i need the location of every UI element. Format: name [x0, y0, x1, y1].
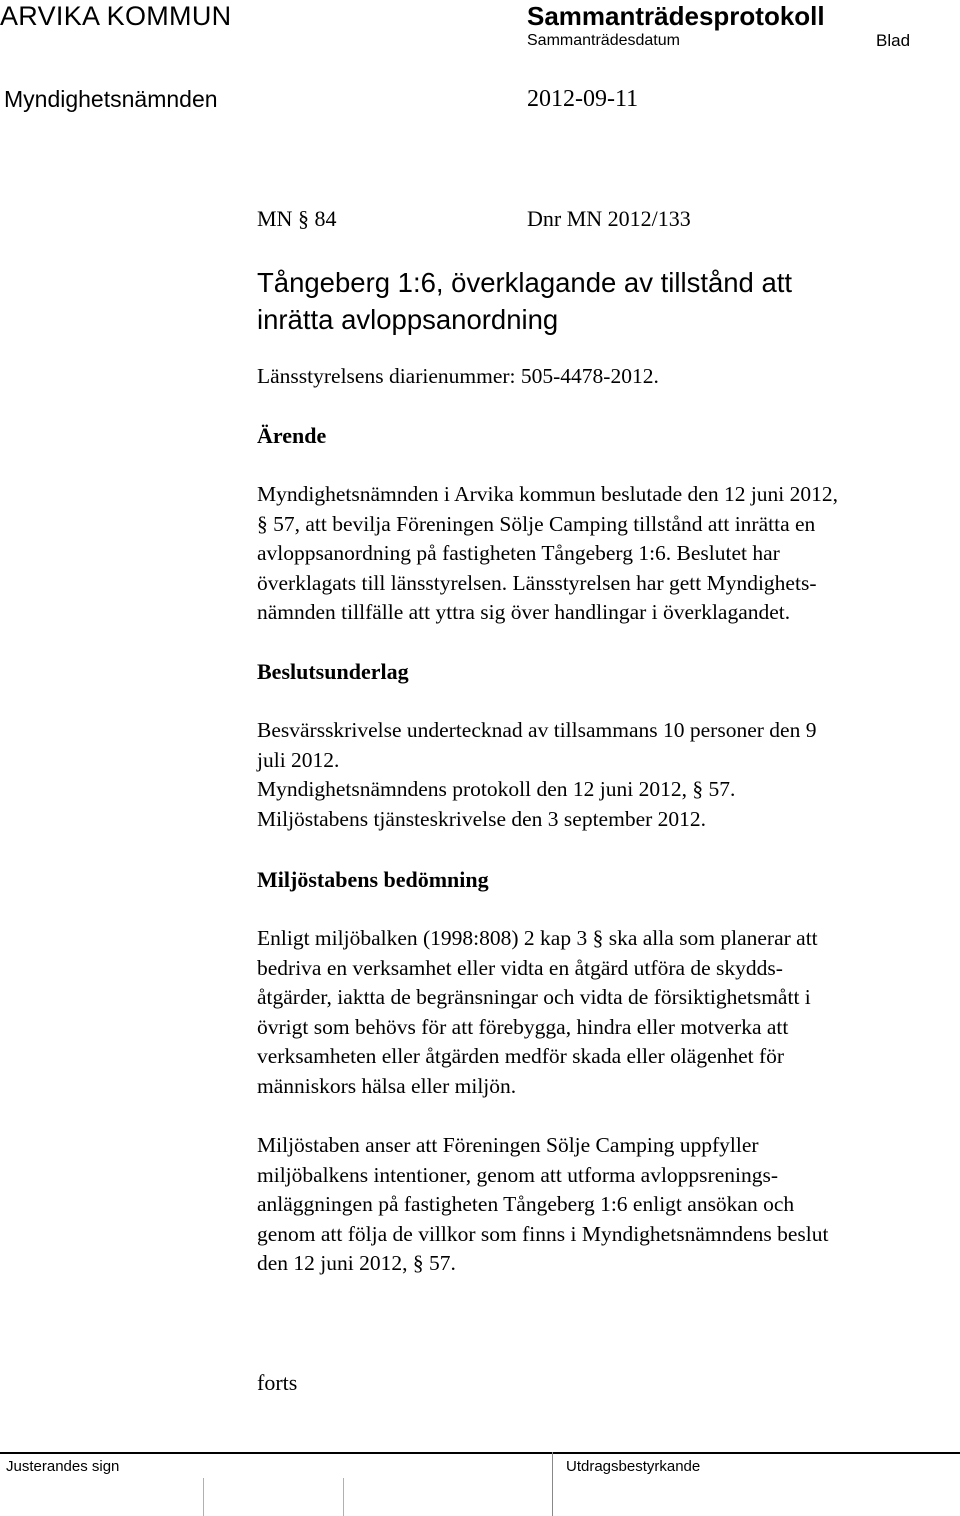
text-line: Enligt miljöbalken (1998:808) 2 kap 3 § ska alla som planerar att — [257, 926, 818, 950]
text-line: överklagats till länsstyrelsen. Länsstyrelsen har gett Myndighets- — [257, 570, 817, 595]
certification-label: Utdragsbestyrkande — [566, 1458, 701, 1475]
text-line: Myndighetsnämndens protokoll den 12 juni 2012, § 57. — [257, 777, 736, 801]
text-line: avloppsanordning på fastigheten Tångeberg 1:6. Beslutet har — [257, 541, 780, 565]
bedomning-paragraph-1 — [257, 924, 818, 1101]
text-line: § 57, att bevilja Föreningen Sölje Camping tillstånd att inrätta en — [257, 511, 816, 536]
committee-name: Myndighetsnämnden — [4, 86, 218, 112]
text-line: nämnden tillfälle att yttra sig över handlingar i överklagandet. — [257, 600, 791, 624]
text-line: miljöbalkens intentioner, genom att utforma avloppsrenings- — [257, 1162, 778, 1187]
text-line: övrigt som behövs för att förebygga, hindra eller motverka att — [257, 1014, 789, 1039]
text-line: Miljöstaben anser att Föreningen Sölje Camping uppfyller — [257, 1133, 759, 1157]
text-line: Miljöstabens tjänsteskrivelse den 3 september 2012. — [257, 806, 707, 831]
text-line: människors hälsa eller miljön. — [257, 1073, 517, 1098]
section-heading-beslutsunderlag: Beslutsunderlag — [257, 659, 409, 684]
text-line: den 12 juni 2012, § 57. — [257, 1251, 456, 1275]
text-line: juli 2012. — [257, 747, 340, 772]
page-title — [257, 264, 792, 338]
document-type: Sammanträdesprotokoll — [527, 1, 825, 31]
signature-label: Justerandes sign — [6, 1458, 120, 1475]
text-line: Besvärsskrivelse undertecknad av tillsammans 10 personer den 9 — [257, 718, 817, 742]
county-reference: Länsstyrelsens diarienummer: 505-4478-2012. — [257, 364, 659, 388]
sheet-label: Blad — [876, 31, 911, 50]
page-title-line: inrätta avloppsanordning — [257, 304, 559, 335]
text-line: Myndighetsnämnden i Arvika kommun beslutade den 12 juni 2012, — [257, 482, 839, 506]
section-heading-bedomning: Miljöstabens bedömning — [257, 867, 489, 892]
text-line: anläggningen på fastigheten Tångeberg 1:6 enligt ansökan och — [257, 1192, 795, 1216]
arende-paragraph — [257, 480, 838, 628]
footer-column-divider — [552, 1452, 553, 1516]
text-line: verksamheten eller åtgärden medför skada eller olägenhet för — [257, 1044, 785, 1068]
beslutsunderlag-list — [257, 716, 816, 834]
page-title-line: Tångeberg 1:6, överklagande av tillstånd att — [257, 267, 793, 298]
section-heading-arende: Ärende — [257, 423, 327, 448]
meeting-date: 2012-09-11 — [527, 86, 639, 112]
text-line: åtgärder, iaktta de begränsningar och vidta de försiktighetsmått i — [257, 985, 811, 1009]
meeting-date-label: Sammanträdesdatum — [527, 32, 680, 49]
organization-name: ARVIKA KOMMUN — [0, 1, 232, 31]
registration-number: Dnr MN 2012/133 — [527, 206, 691, 231]
signature-box-divider — [203, 1478, 204, 1516]
signature-box-divider — [343, 1478, 344, 1516]
bedomning-paragraph-2 — [257, 1131, 828, 1279]
text-line: bedriva en verksamhet eller vidta en åtgärd utföra de skydds- — [257, 955, 783, 980]
text-line: genom att följa de villkor som finns i Myndighetsnämndens beslut — [257, 1221, 829, 1246]
continued-marker: forts — [257, 1370, 298, 1395]
footer-divider — [0, 1452, 960, 1454]
case-number: MN § 84 — [257, 206, 337, 231]
